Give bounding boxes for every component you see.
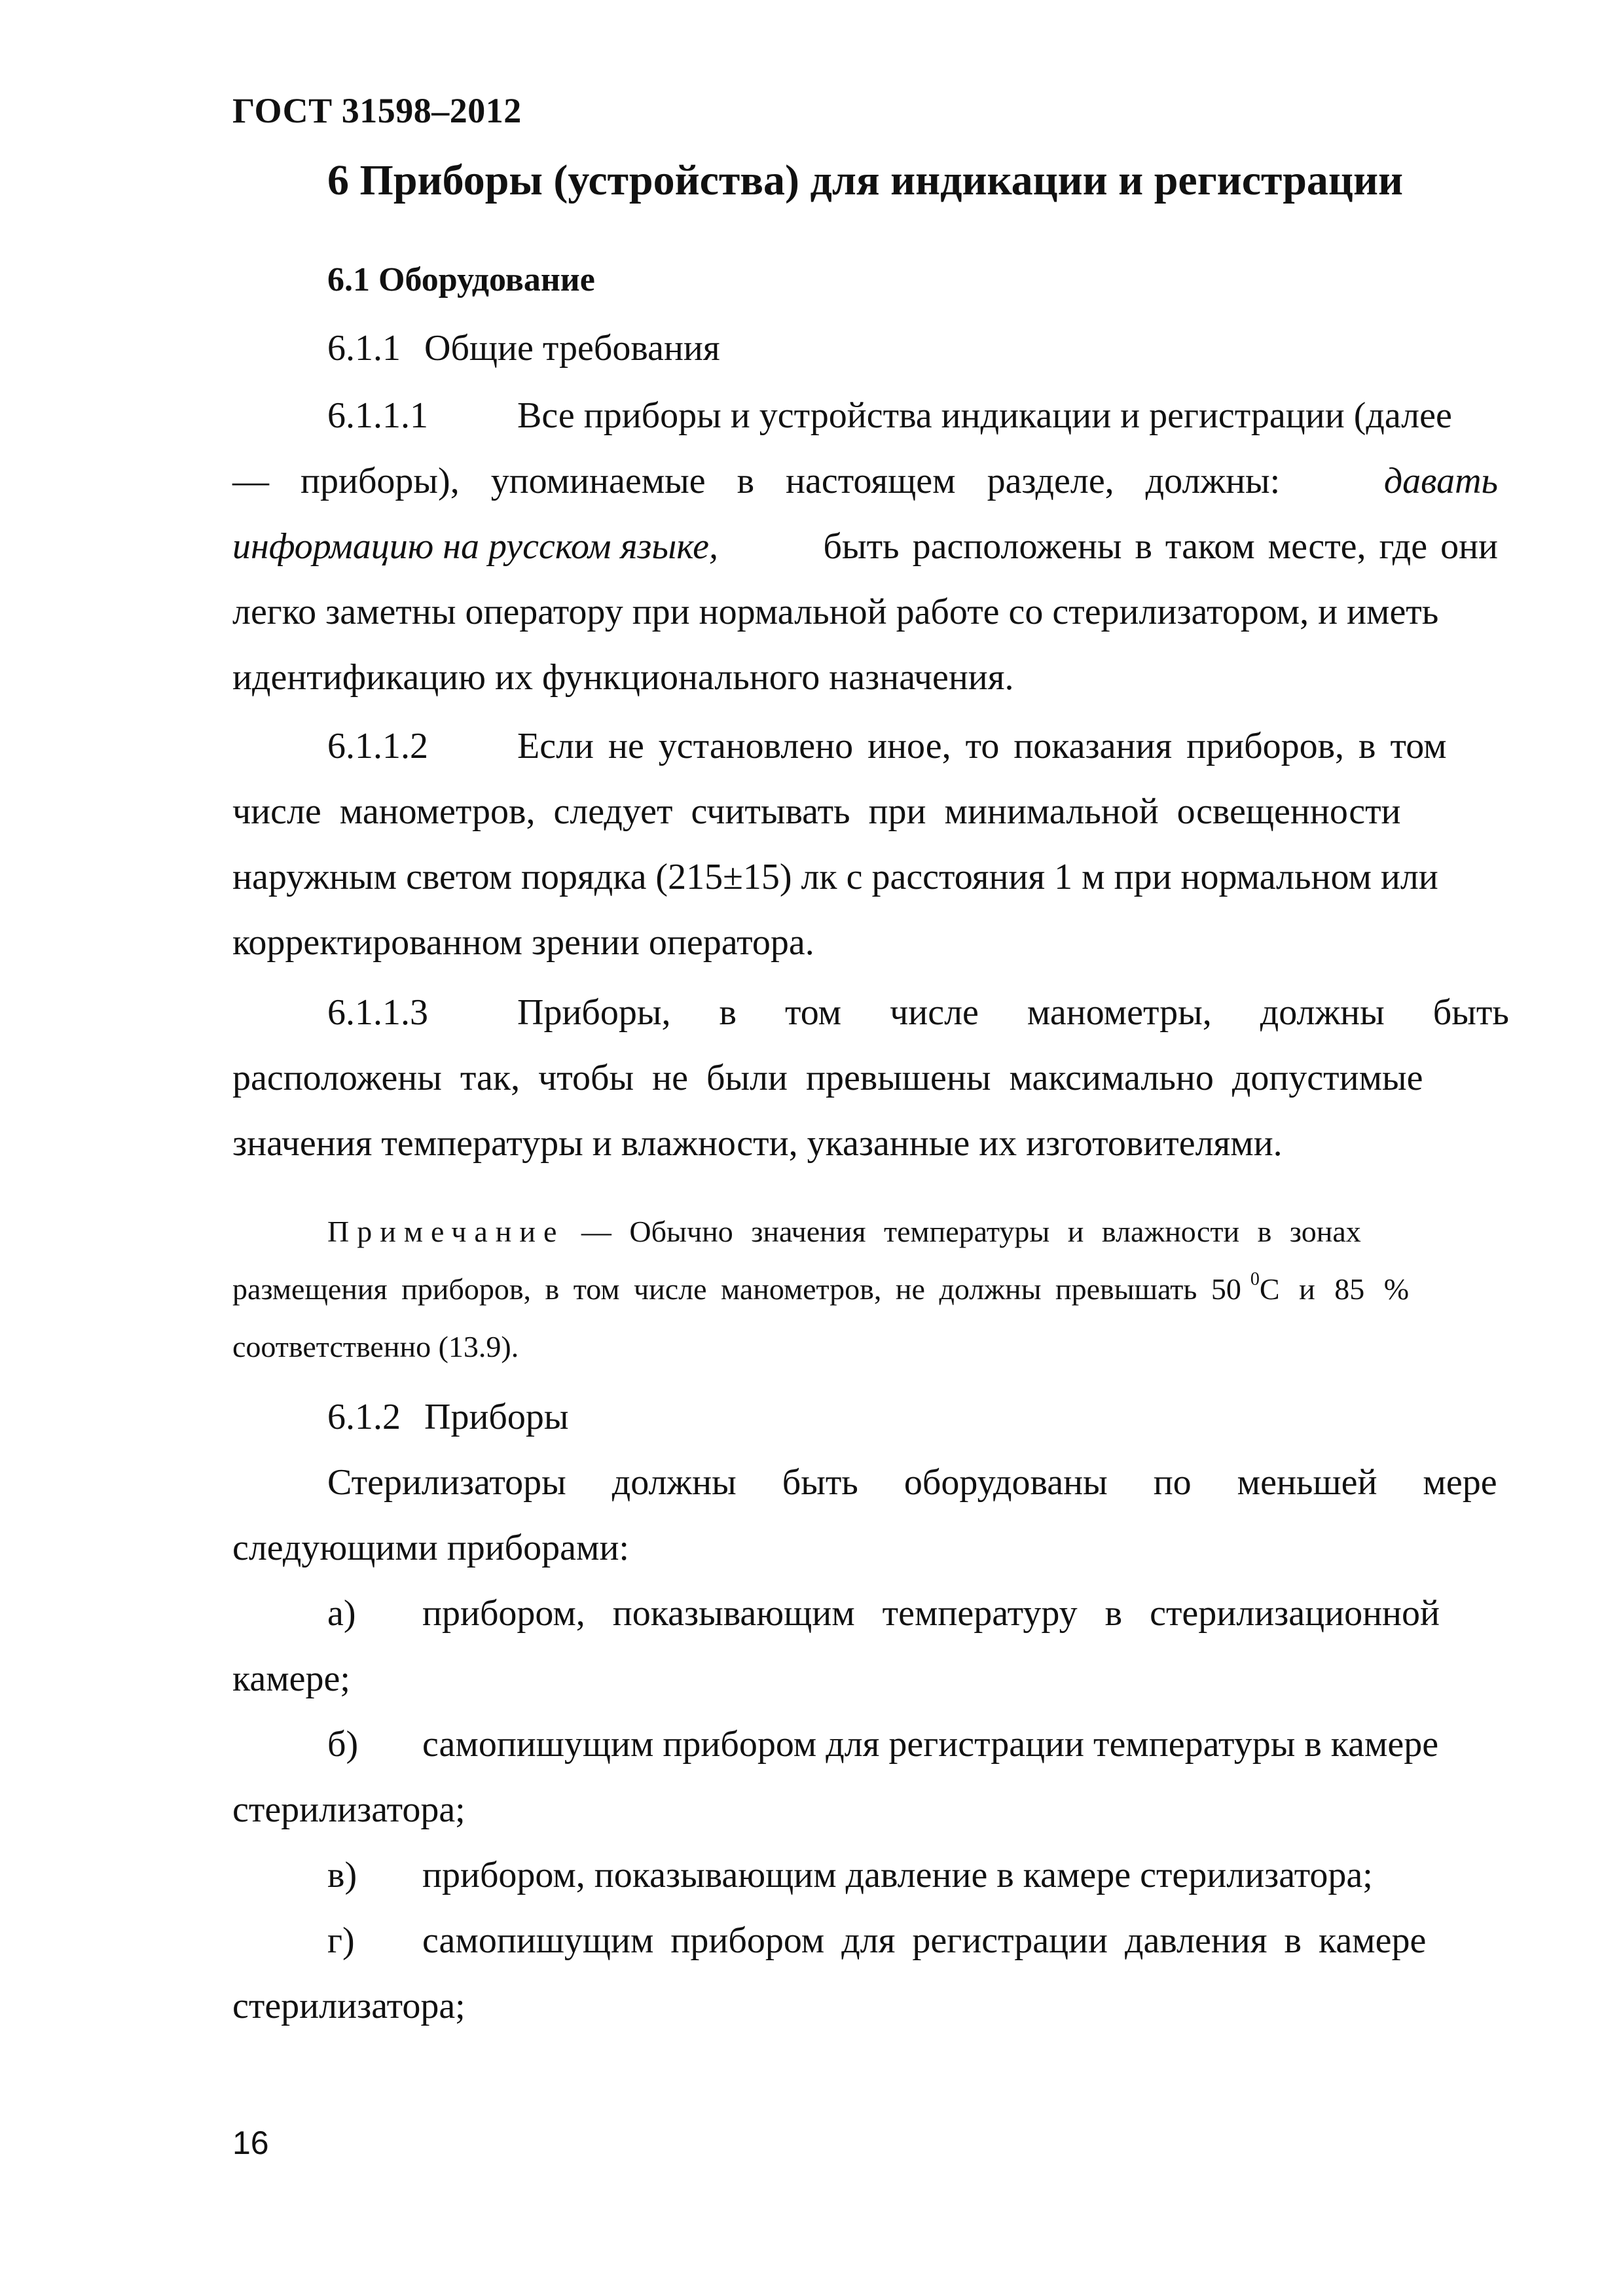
paragraph-text-italic: информацию на русском языке, <box>232 526 718 567</box>
list-marker: а) <box>327 1593 356 1634</box>
note-line <box>232 1261 1498 1318</box>
paragraph-line <box>232 779 1498 844</box>
note-line <box>232 1203 1498 1261</box>
paragraph-text: идентификацию их функционального назначения. <box>232 657 1014 698</box>
paragraph-line <box>232 448 1498 514</box>
paragraph-text: значения температуры и влажности, указанные их изготовителями. <box>232 1123 1283 1164</box>
paragraph-text: — приборы), упоминаемые в настоящем разделе, должны: <box>232 461 1281 501</box>
list-item <box>232 1842 1498 1908</box>
list-item <box>232 1908 1498 1973</box>
paragraph-line <box>232 713 1498 779</box>
clause-6-1-1-3 <box>232 980 1509 1176</box>
clause-title: Приборы <box>424 1397 569 1437</box>
note-text: соответственно (13.9). <box>232 1330 519 1363</box>
list-item-text: стерилизатора; <box>232 1986 465 2026</box>
paragraph-text-italic: давать <box>1383 461 1498 501</box>
paragraph-line <box>232 844 1498 910</box>
list-marker: в) <box>327 1855 357 1895</box>
list-marker: г) <box>327 1920 355 1961</box>
list-item-continuation <box>232 1973 1498 2039</box>
paragraph-text: Все приборы и устройства индикации и регистрации (далее <box>517 395 1452 436</box>
note-block <box>232 1203 1498 1376</box>
subsection-title: 6.1 Оборудование <box>327 261 595 298</box>
clause-6-1-2 <box>232 1384 1498 2039</box>
paragraph-text: Стерилизаторы должны быть оборудованы по меньшей мере <box>327 1462 1497 1503</box>
list-marker: б) <box>327 1724 359 1765</box>
paragraph-line <box>232 1450 1498 1515</box>
paragraph-text: корректированном зрении оператора. <box>232 922 814 963</box>
paragraph-line <box>232 980 1509 1045</box>
note-text: — Обычно значения температуры и влажности в зонах <box>581 1215 1361 1248</box>
note-line <box>232 1318 1498 1376</box>
list-item <box>232 1712 1498 1777</box>
paragraph-text: легко заметны оператору при нормальной работе со стерилизатором, и иметь <box>232 592 1439 632</box>
section-title: 6 Приборы (устройства) для индикации и регистрации <box>327 156 1404 204</box>
paragraph-line <box>232 645 1498 710</box>
clause-6-1-1-2 <box>232 713 1498 975</box>
list-item-text: прибором, показывающим температуру в стерилизационной <box>422 1593 1440 1634</box>
clause-number: 6.1.1 <box>327 328 401 368</box>
list-item-text: стерилизатора; <box>232 1789 465 1830</box>
clause-heading <box>232 1384 1498 1450</box>
note-label: Примечание <box>327 1215 565 1248</box>
list-item-text: прибором, показывающим давление в камере стерилизатора; <box>422 1855 1373 1895</box>
paragraph-text: быть расположены в таком месте, где они <box>823 526 1498 567</box>
clause-number: 6.1.1.1 <box>327 395 428 436</box>
paragraph-line <box>232 579 1498 645</box>
clause-number: 6.1.1.3 <box>327 992 428 1033</box>
clause-number: 6.1.1.2 <box>327 726 428 766</box>
document-code: ГОСТ 31598–2012 <box>232 91 522 130</box>
paragraph-line <box>232 1111 1498 1176</box>
page-number: 16 <box>232 2125 269 2161</box>
clause-6-1-1-1 <box>232 383 1498 710</box>
list-item-text: самопишущим прибором для регистрации температуры в камере <box>422 1724 1439 1765</box>
note-text: размещения приборов, в том числе манометров, не должны превышать 50 <box>232 1272 1241 1306</box>
clause-title: Общие требования <box>424 328 720 368</box>
note-text: С и 85 % <box>1259 1272 1410 1306</box>
paragraph-text: следующими приборами: <box>232 1528 629 1568</box>
paragraph-text: Если не установлено иное, то показания приборов, в том <box>517 726 1447 766</box>
paragraph-text: числе манометров, следует считывать при минимальной освещенности <box>232 791 1401 832</box>
list-item <box>232 1581 1498 1646</box>
clause-6-1-1 <box>232 315 1498 381</box>
list-item-continuation <box>232 1777 1498 1842</box>
paragraph-line <box>232 1515 1498 1581</box>
paragraph-text: наружным светом порядка (215±15) лк с расстояния 1 м при нормальном или <box>232 857 1438 897</box>
paragraph-line <box>232 1045 1498 1111</box>
paragraph-line <box>232 383 1498 448</box>
paragraph-text: расположены так, чтобы не были превышены максимально допустимые <box>232 1058 1423 1098</box>
paragraph-line <box>232 910 1498 975</box>
list-item-continuation <box>232 1646 1498 1712</box>
clause-number: 6.1.2 <box>327 1397 401 1437</box>
list-item-text: самопишущим прибором для регистрации давления в камере <box>422 1920 1427 1961</box>
paragraph-line <box>232 514 1498 579</box>
paragraph-text: Приборы, в том числе манометры, должны быть <box>517 992 1509 1033</box>
note-superscript: 0 <box>1250 1269 1260 1289</box>
list-item-text: камере; <box>232 1659 350 1699</box>
clause-heading <box>232 315 1498 381</box>
